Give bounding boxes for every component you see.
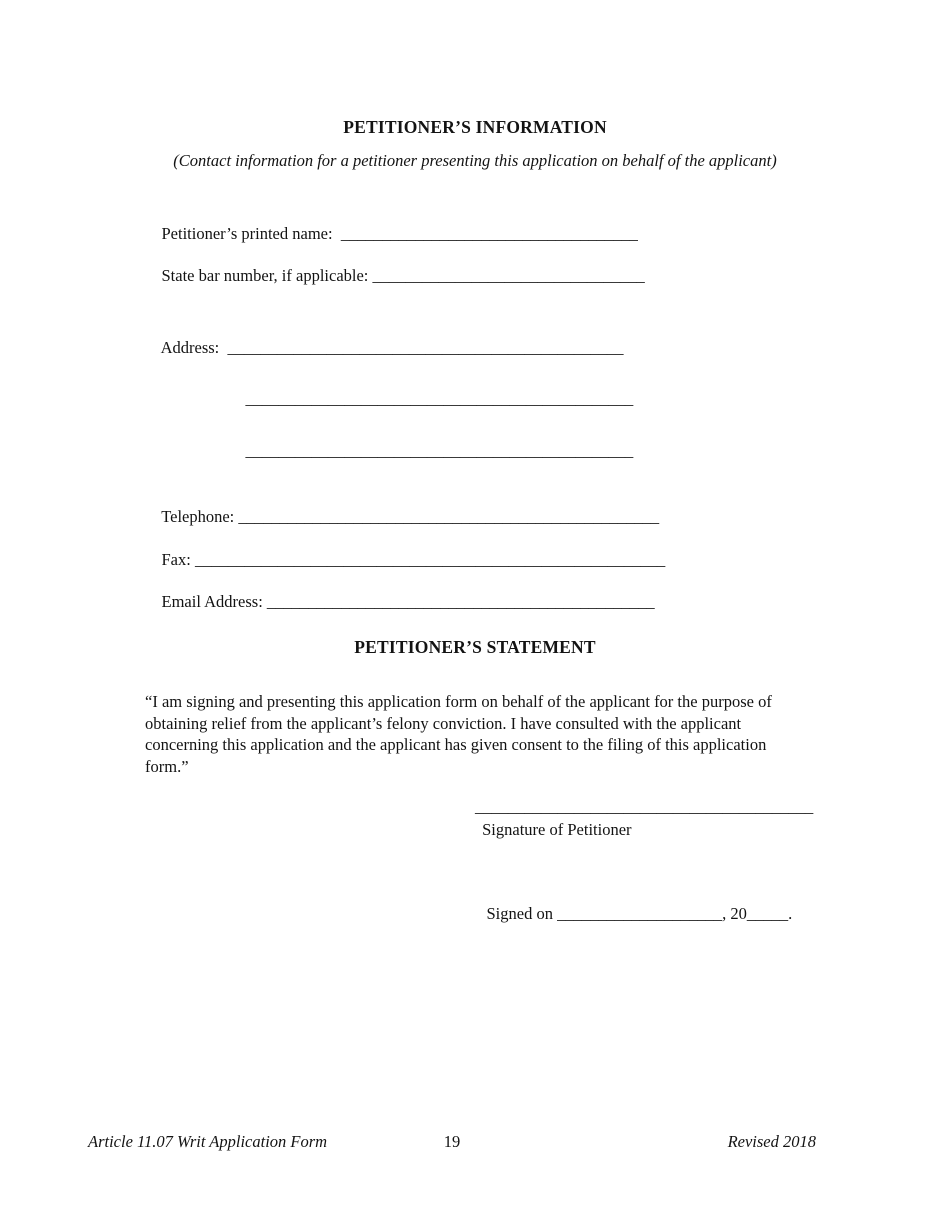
state-bar-blank-line: _________________________________ bbox=[372, 266, 645, 285]
fax-label: Fax: bbox=[161, 550, 195, 569]
address-blank-line-1: ________________________________________________ bbox=[227, 338, 624, 357]
telephone-blank-line: ___________________________________________________ bbox=[238, 507, 660, 526]
statement-section-title: PETITIONER’S STATEMENT bbox=[354, 637, 596, 657]
signed-on-suffix: . bbox=[788, 904, 793, 923]
telephone-label: Telephone: bbox=[161, 507, 239, 526]
info-section-subtitle: (Contact information for a petitioner presenting this application on behalf of the applicant) bbox=[173, 151, 777, 170]
info-section-title: PETITIONER’S INFORMATION bbox=[343, 117, 607, 137]
printed-name-label: Petitioner’s printed name: bbox=[161, 224, 341, 243]
footer-revision-date: Revised 2018 bbox=[727, 1132, 816, 1151]
email-blank-line: _______________________________________________ bbox=[266, 592, 655, 611]
signed-on-date-blank: ____________________ bbox=[557, 904, 723, 923]
signed-on-prefix: Signed on bbox=[486, 904, 558, 923]
email-field bbox=[145, 572, 655, 632]
footer-page-number: 19 bbox=[443, 1132, 461, 1151]
signed-on-line bbox=[470, 884, 792, 944]
address-continuation-line bbox=[229, 421, 633, 481]
state-bar-field bbox=[145, 246, 645, 306]
fax-blank-line: _________________________________________________________ bbox=[194, 550, 666, 569]
address-blank-line-2: _______________________________________________ bbox=[245, 389, 634, 408]
address-blank-line-3: _______________________________________________ bbox=[245, 441, 634, 460]
email-label: Email Address: bbox=[161, 592, 267, 611]
signature-line bbox=[475, 797, 813, 817]
page-footer bbox=[88, 1132, 816, 1154]
state-bar-label: State bar number, if applicable: bbox=[161, 266, 373, 285]
statement-body-paragraph: “I am signing and presenting this application form on behalf of the applicant for the purpose of obtaining relief from the applicant’s felony conviction. I have consulted with the applicant concerning this application and the applicant has given consent to the filing of this application form.” bbox=[145, 692, 772, 776]
footer-form-title: Article 11.07 Writ Application Form bbox=[88, 1132, 328, 1151]
signature-blank-line: _________________________________________ bbox=[475, 797, 814, 816]
address-continuation-line bbox=[229, 369, 633, 429]
signature-caption: Signature of Petitioner bbox=[478, 820, 632, 839]
address-label: Address: bbox=[160, 338, 228, 357]
signed-on-year-blank: _____ bbox=[746, 904, 789, 923]
printed-name-blank-line: ____________________________________ bbox=[340, 224, 638, 243]
signed-on-separator: , 20 bbox=[722, 904, 747, 923]
